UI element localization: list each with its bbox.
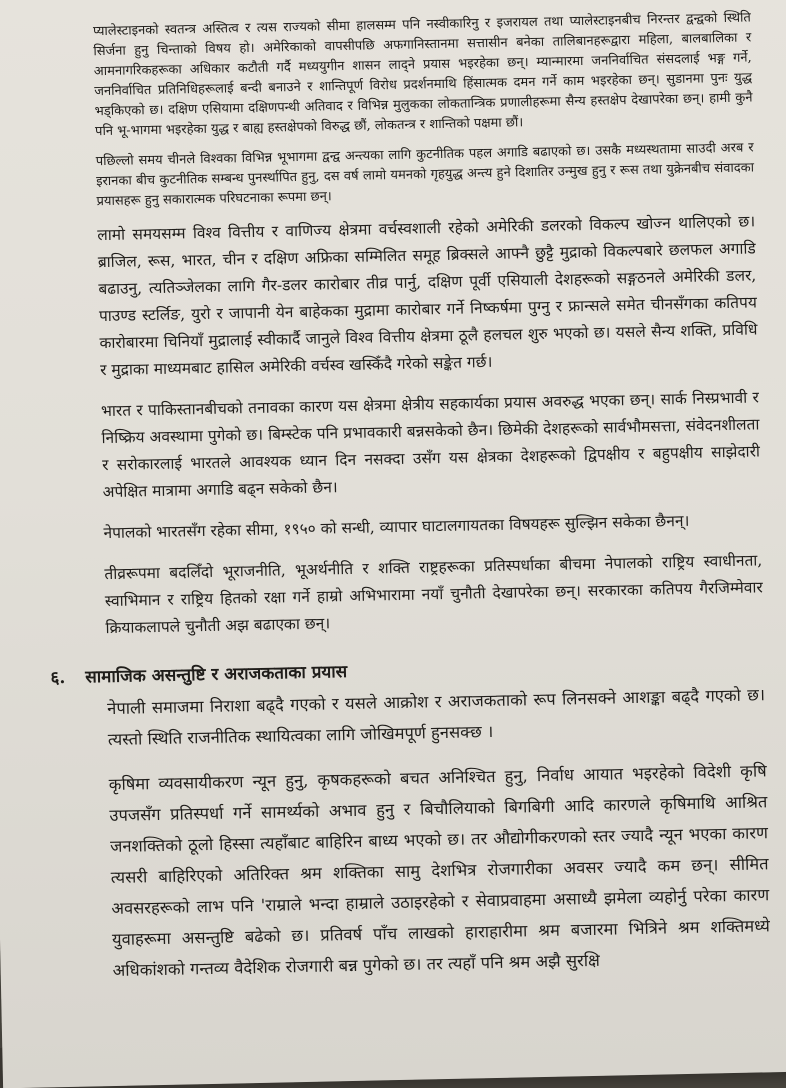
page-content <box>50 8 771 1000</box>
paragraph-agriculture-labour: कृषिमा व्यवसायीकरण न्यून हुनु, कृषकहरूको बचत अनिश्चित हुनु, निर्वाध आयात भइरहेको विदेशी कृषि उपजसँग प्रतिस्पर्धा गर्ने सामर्थ्यको अभाव हुनु र बिचौलियाको बिगबिगी आदि कारणले कृषिमाथि आश्रित जनशक्तिको ठूलो हिस्सा त्यहाँबाट बाहिरिन बाध्य भएको छ। तर औद्योगीकरणको स्तर ज्यादै न्यून भएका कारण त्यसरी बाहिरिएको अतिरिक्त श्रम शक्तिका सामु देशभित्र रोजगारीका अवसर ज्यादै कम छन्। सीमित अवसरहरूको लाभ पनि 'राम्राले भन्दा हाम्राले उठाइरहेको र सेवाप्रवाहमा असाध्यै झमेला व्यहोर्नु परेका कारण युवाहरूमा असन्तुष्टि बढेको छ। प्रतिवर्ष पाँच लाखको हाराहारीमा श्रम बजारमा भित्रिने श्रम शक्तिमध्ये अधिकांशको गन्तव्य वैदेशिक रोजगारी बन्न पुगेको छ। तर त्यहाँ पनि श्रम अझै सुरक्षि <box>108 761 771 981</box>
section-heading: सामाजिक असन्तुष्टि र अराजकताका प्रयास <box>85 662 348 688</box>
section-number: ६. <box>50 667 66 689</box>
paragraph-dollar-alternative: लामो समयसम्म विश्व वित्तीय र वाणिज्य क्षेत्रमा वर्चस्वशाली रहेको अमेरिकी डलरको विकल्प खोज्न थालिएको छ। ब्राजिल, रूस, भारत, चीन र दक्षिण अफ्रिका सम्मिलित समूह ब्रिक्सले आफ्नै छुट्टै मुद्राको विकल्पबारे छलफल अगाडि बढाउनु, त्यतिञ्जेलका लागि गैर-डलर कारोबार तीव्र पार्नु, दक्षिण पूर्वी एसियाली देशहरूको सङ्गठनले अमेरिकी डलर, पाउण्ड स्टर्लिङ, युरो र जापानी येन बाहेकका मुद्रामा कारोबार गर्ने निष्कर्षमा पुग्नु र फ्रान्सले समेत चीनसँगका कतिपय कारोबारमा चिनियाँ मुद्रालाई स्वीकार्दै जानुले विश्व वित्तीय क्षेत्रमा ठूलै हलचल शुरु भएको छ। यसले सैन्य शक्ति, प्रविधि र मुद्राका माध्यमबाट हासिल अमेरिकी वर्चस्व खस्किँदै गरेको सङ्केत गर्छ। <box>97 212 758 380</box>
paragraph-china-mediation: पछिल्लो समय चीनले विश्वका विभिन्न भूभागमा द्वन्द्व अन्त्यका लागि कुटनीतिक पहल अगाडि बढाएको छ। उसकै मध्यस्थतामा साउदी अरब र इरानका बीच कुटनीतिक सम्बन्ध पुनर्स्थापित हुनु, दस वर्ष लामो यमनको गृहयुद्ध अन्त्य हुने दिशातिर उन्मुख हुनु र रूस तथा युक्रेनबीच संवादका प्रयासहरू हुनु सकारात्मक परिघटनाका रूपमा छन्। <box>95 140 755 210</box>
paragraph-social-frustration: नेपाली समाजमा निराशा बढ्दै गएको र यसले आक्रोश र अराजकताको रूप लिनसक्ने आशङ्का बढ्दै गएको छ। त्यस्तो स्थिति राजनीतिक स्थायित्वका लागि जोखिमपूर्ण हुनसक्छ । <box>106 685 766 750</box>
paragraph-geopolitics: तीव्ररूपमा बदलिँदो भूराजनीति, भूअर्थनीति र शक्ति राष्ट्रहरूका प्रतिस्पर्धाका बीचमा नेपालको राष्ट्रिय स्वाधीनता, स्वाभिमान र राष्ट्रिय हितको रक्षा गर्ने हाम्रो अभिभारामा नयाँ चुनौती देखापरेका छन्। सरकारका कतिपय गैरजिम्मेवार क्रियाकलापले चुनौती अझ बढाएका छन्। <box>104 551 763 638</box>
paragraph-palestine: प्यालेस्टाइनको स्वतन्त्र अस्तित्व र त्यस राज्यको सीमा हालसम्म पनि नस्वीकारिनु र इजरायल तथा प्यालेस्टाइनबीच निरन्तर द्वन्द्वको स्थिति सिर्जना हुनु चिन्ताको विषय हो। अमेरिकाको वापसीपछि अफगानिस्तानमा सत्तासीन बनेका तालिबानहरूद्वारा महिला, बालबालिका र आमनागरिकहरूका अधिकार कटौती गर्दै मध्ययुगीन शासन लाद्ने प्रयास भइरहेका छन्। म्यान्मारमा जननिर्वाचित संसदलाई भङ्ग गर्ने, जननिर्वाचित प्रतिनिधिहरूलाई बन्दी बनाउने र शान्तिपूर्ण विरोध प्रदर्शनमाथि हिंसात्मक दमन गर्ने काम भइरहेका छन्। सुडानमा पुनः युद्ध भड्किएको छ। दक्षिण एसियामा दक्षिणपन्थी अतिवाद र विभिन्न मुलुकका लोकतान्त्रिक प्रणालीहरूमा सैन्य हस्तक्षेप देखापरेका छन्। हामी कुनै पनि भू-भागमा भइरहेका युद्ध र बाह्य हस्तक्षेपको विरुद्ध छौं, लोकतन्त्र र शान्तिको पक्षमा छौं। <box>92 10 753 140</box>
paragraph-nepal-india-border: नेपालको भारतसँग रहेका सीमा, १९५० को सन्धी, व्यापार घाटालगायतका विषयहरू सुल्झिन सकेका छैनन्। <box>103 511 690 543</box>
paragraph-india-pakistan: भारत र पाकिस्तानबीचको तनावका कारण यस क्षेत्रमा क्षेत्रीय सहकार्यका प्रयास अवरुद्ध भएका छन्। सार्क निस्प्रभावी र निष्क्रिय अवस्थामा पुगेको छ। बिम्स्टेक पनि प्रभावकारी बन्नसकेको छैन। छिमेकी देशहरूको सार्वभौमसत्ता, संवेदनशीलता र सरोकारलाई भारतले आवश्यक ध्यान दिन नसक्दा उसँग यस क्षेत्रका देशहरूको द्विपक्षीय र बहुपक्षीय साझेदारी अपेक्षित मात्रामा अगाडि बढ्न सकेको छैन। <box>100 388 761 502</box>
